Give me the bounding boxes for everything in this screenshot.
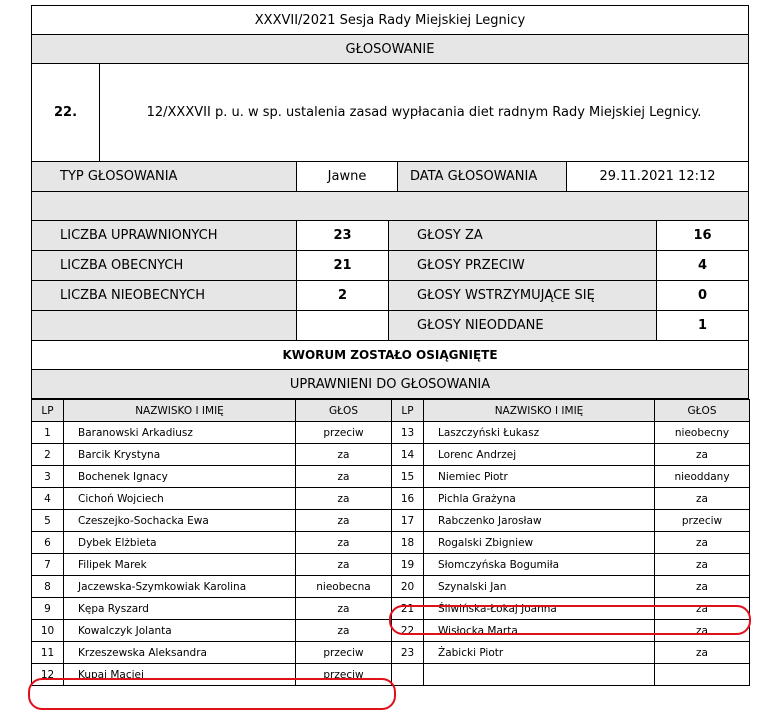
vote-type-value: Jawne	[296, 162, 397, 191]
agenda-item-description: 12/XXXVII p. u. w sp. ustalenia zasad wypłacania diet radnym Rady Miejskiej Legnicy.	[99, 64, 748, 161]
stat-value: 1	[656, 311, 748, 340]
stat-label-empty	[32, 311, 296, 340]
voter-vote: za	[296, 510, 392, 532]
agenda-item	[31, 64, 749, 162]
voter-name-empty	[424, 664, 655, 686]
voter-lp: 21	[392, 598, 424, 620]
voter-name: Pichla Grażyna	[424, 488, 655, 510]
voter-name: Laszczyński Łukasz	[424, 422, 655, 444]
voter-name: Niemiec Piotr	[424, 466, 655, 488]
stat-label: GŁOSY ZA	[388, 221, 656, 250]
voter-name: Rabczenko Jarosław	[424, 510, 655, 532]
voter-name: Wisłocka Marta	[424, 620, 655, 642]
stat-value: 2	[296, 281, 388, 310]
table-row	[32, 532, 750, 554]
stat-value: 23	[296, 221, 388, 250]
stat-value-empty	[296, 311, 388, 340]
voter-lp: 18	[392, 532, 424, 554]
table-row	[32, 576, 750, 598]
voter-lp: 14	[392, 444, 424, 466]
vote-meta-row	[31, 162, 749, 192]
voter-lp: 15	[392, 466, 424, 488]
voter-lp: 5	[32, 510, 64, 532]
voter-name: Słomczyńska Bogumiła	[424, 554, 655, 576]
table-row	[32, 488, 750, 510]
voter-vote: za	[655, 598, 750, 620]
voter-name: Śliwińska-Łokaj Joanna	[424, 598, 655, 620]
session-title: XXXVII/2021 Sesja Rady Miejskiej Legnicy	[31, 5, 749, 35]
table-row	[32, 466, 750, 488]
column-header-lp: LP	[392, 400, 424, 422]
voter-vote: przeciw	[296, 642, 392, 664]
eligible-voters-header: UPRAWNIENI DO GŁOSOWANIA	[31, 370, 749, 399]
voter-lp: 16	[392, 488, 424, 510]
voter-vote: za	[296, 466, 392, 488]
voter-vote: przeciw	[296, 422, 392, 444]
stat-label: GŁOSY WSTRZYMUJĄCE SIĘ	[388, 281, 656, 310]
voter-name: Czeszejko-Sochacka Ewa	[64, 510, 296, 532]
voter-lp: 17	[392, 510, 424, 532]
voter-vote: nieoddany	[655, 466, 750, 488]
voter-lp: 8	[32, 576, 64, 598]
voter-lp: 20	[392, 576, 424, 598]
voters-table-container	[31, 399, 749, 696]
spacer-row	[31, 192, 749, 221]
table-row	[32, 620, 750, 642]
voter-name: Jaczewska-Szymkowiak Karolina	[64, 576, 296, 598]
voter-vote: przeciw	[296, 664, 392, 686]
voters-table-header	[32, 400, 750, 422]
stats-row	[31, 221, 749, 251]
quorum-status: KWORUM ZOSTAŁO OSIĄGNIĘTE	[31, 341, 749, 370]
table-row	[32, 422, 750, 444]
stat-label: LICZBA UPRAWNIONYCH	[32, 221, 296, 250]
voters-table	[31, 399, 750, 686]
voter-vote: za	[655, 532, 750, 554]
vote-date-label: DATA GŁOSOWANIA	[397, 162, 566, 191]
column-header-name: NAZWISKO I IMIĘ	[424, 400, 655, 422]
stat-label: LICZBA OBECNYCH	[32, 251, 296, 280]
voter-vote: za	[296, 554, 392, 576]
column-header-lp: LP	[32, 400, 64, 422]
table-row	[32, 444, 750, 466]
agenda-item-number: 22.	[53, 105, 78, 120]
voter-vote: przeciw	[655, 510, 750, 532]
vote-type-label: TYP GŁOSOWANIA	[60, 169, 178, 184]
voting-sheet	[31, 5, 749, 696]
column-header-vote: GŁOS	[655, 400, 750, 422]
voter-name: Szynalski Jan	[424, 576, 655, 598]
voter-lp: 22	[392, 620, 424, 642]
table-row	[32, 664, 750, 686]
voter-vote: za	[296, 444, 392, 466]
voter-name: Rogalski Zbigniew	[424, 532, 655, 554]
voter-vote: za	[655, 554, 750, 576]
stats-row	[31, 311, 749, 341]
voter-vote: za	[655, 444, 750, 466]
column-header-vote: GŁOS	[296, 400, 392, 422]
stat-label: GŁOSY PRZECIW	[388, 251, 656, 280]
voter-name: Krzeszewska Aleksandra	[64, 642, 296, 664]
voter-lp: 13	[392, 422, 424, 444]
voter-vote: za	[296, 488, 392, 510]
voter-name: Lorenc Andrzej	[424, 444, 655, 466]
voter-vote: za	[655, 620, 750, 642]
voter-name: Kupaj Maciej	[64, 664, 296, 686]
table-row	[32, 554, 750, 576]
table-row	[32, 510, 750, 532]
voter-lp-empty	[392, 664, 424, 686]
voter-lp: 11	[32, 642, 64, 664]
voter-vote: za	[655, 488, 750, 510]
voter-vote: za	[296, 598, 392, 620]
voter-lp: 23	[392, 642, 424, 664]
voter-lp: 2	[32, 444, 64, 466]
column-header-name: NAZWISKO I IMIĘ	[64, 400, 296, 422]
voter-name: Bochenek Ignacy	[64, 466, 296, 488]
voter-name: Baranowski Arkadiusz	[64, 422, 296, 444]
voter-vote: za	[296, 532, 392, 554]
voter-name: Żabicki Piotr	[424, 642, 655, 664]
stat-label: GŁOSY NIEODDANE	[388, 311, 656, 340]
voter-vote: za	[655, 642, 750, 664]
voter-lp: 7	[32, 554, 64, 576]
stat-label: LICZBA NIEOBECNYCH	[32, 281, 296, 310]
voter-lp: 1	[32, 422, 64, 444]
voter-lp: 4	[32, 488, 64, 510]
stats-row	[31, 251, 749, 281]
stat-value: 21	[296, 251, 388, 280]
voter-lp: 9	[32, 598, 64, 620]
voter-name: Kępa Ryszard	[64, 598, 296, 620]
voter-lp: 6	[32, 532, 64, 554]
voter-vote: za	[655, 576, 750, 598]
voter-vote: za	[296, 620, 392, 642]
voter-name: Cichoń Wojciech	[64, 488, 296, 510]
voter-lp: 10	[32, 620, 64, 642]
voter-vote-empty	[655, 664, 750, 686]
stat-value: 0	[656, 281, 748, 310]
voting-section-header: GŁOSOWANIE	[31, 35, 749, 64]
voter-name: Kowalczyk Jolanta	[64, 620, 296, 642]
voter-lp: 12	[32, 664, 64, 686]
stat-value: 4	[656, 251, 748, 280]
table-row	[32, 642, 750, 664]
voter-lp: 19	[392, 554, 424, 576]
stat-value: 16	[656, 221, 748, 250]
voter-name: Barcik Krystyna	[64, 444, 296, 466]
stats-row	[31, 281, 749, 311]
table-row	[32, 598, 750, 620]
voter-vote: nieobecny	[655, 422, 750, 444]
voter-name: Filipek Marek	[64, 554, 296, 576]
voter-name: Dybek Elżbieta	[64, 532, 296, 554]
vote-date-value: 29.11.2021 12:12	[566, 162, 748, 191]
voter-lp: 3	[32, 466, 64, 488]
voter-vote: nieobecna	[296, 576, 392, 598]
